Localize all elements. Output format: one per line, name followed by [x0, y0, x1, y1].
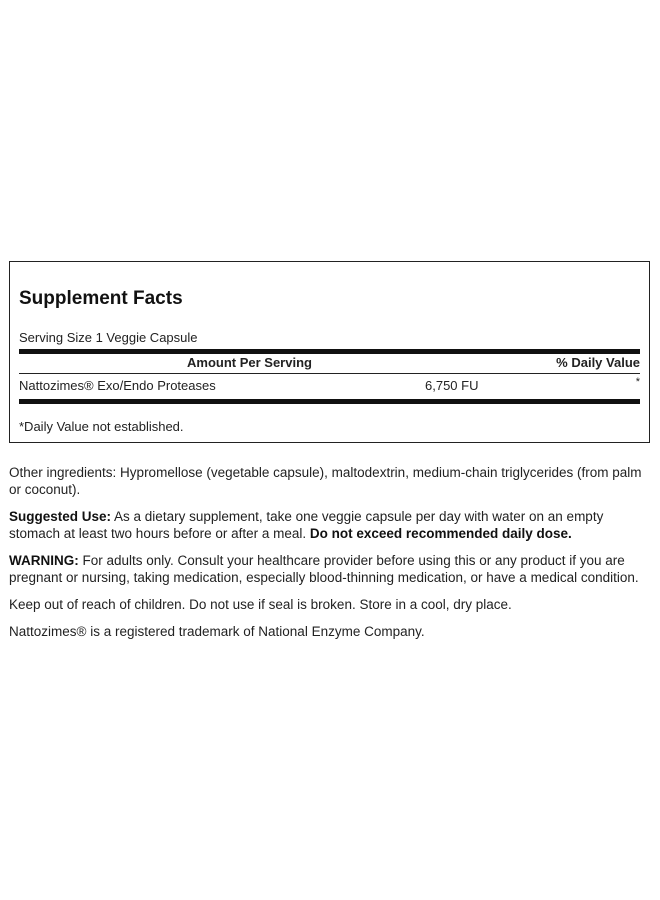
serving-size: Serving Size 1 Veggie Capsule	[19, 330, 198, 345]
warning-label: WARNING:	[9, 553, 79, 568]
ingredient-amount: 6,750 FU	[425, 378, 479, 393]
dose-warning: Do not exceed recommended daily dose.	[309, 526, 572, 541]
product-notes	[9, 464, 649, 650]
warning-text: For adults only. Consult your healthcare provider before using this or any product if you are pregnant or nursing, taking medication, especially blood-thinning medication, or have a medical condition.	[9, 553, 639, 585]
suggested-use-label: Suggested Use:	[9, 509, 112, 524]
daily-value-footnote: *Daily Value not established.	[19, 419, 184, 434]
amount-per-serving-header: Amount Per Serving	[187, 355, 312, 370]
supplement-facts-panel	[9, 261, 650, 443]
warning	[9, 552, 649, 586]
other-ingredients: Other ingredients: Hypromellose (vegetable capsule), maltodextrin, medium-chain triglycerides (from palm or coconut).	[9, 465, 642, 497]
thick-divider	[19, 399, 640, 404]
supplement-facts-content	[19, 262, 640, 442]
suggested-use	[9, 508, 649, 542]
daily-value-header: % Daily Value	[556, 355, 640, 370]
thin-divider	[19, 373, 640, 374]
ingredient-name: Nattozimes® Exo/Endo Proteases	[19, 378, 216, 393]
thick-divider	[19, 349, 640, 354]
trademark-notice: Nattozimes® is a registered trademark of National Enzyme Company.	[9, 624, 425, 639]
ingredient-daily-value: *	[635, 376, 640, 388]
suggested-use-text: As a dietary supplement, take one veggie capsule per day with water on an empty stomach at least two hours before or after a meal.	[9, 509, 604, 541]
storage-instructions: Keep out of reach of children. Do not use if seal is broken. Store in a cool, dry place.	[9, 597, 512, 612]
facts-title: Supplement Facts	[19, 288, 183, 309]
